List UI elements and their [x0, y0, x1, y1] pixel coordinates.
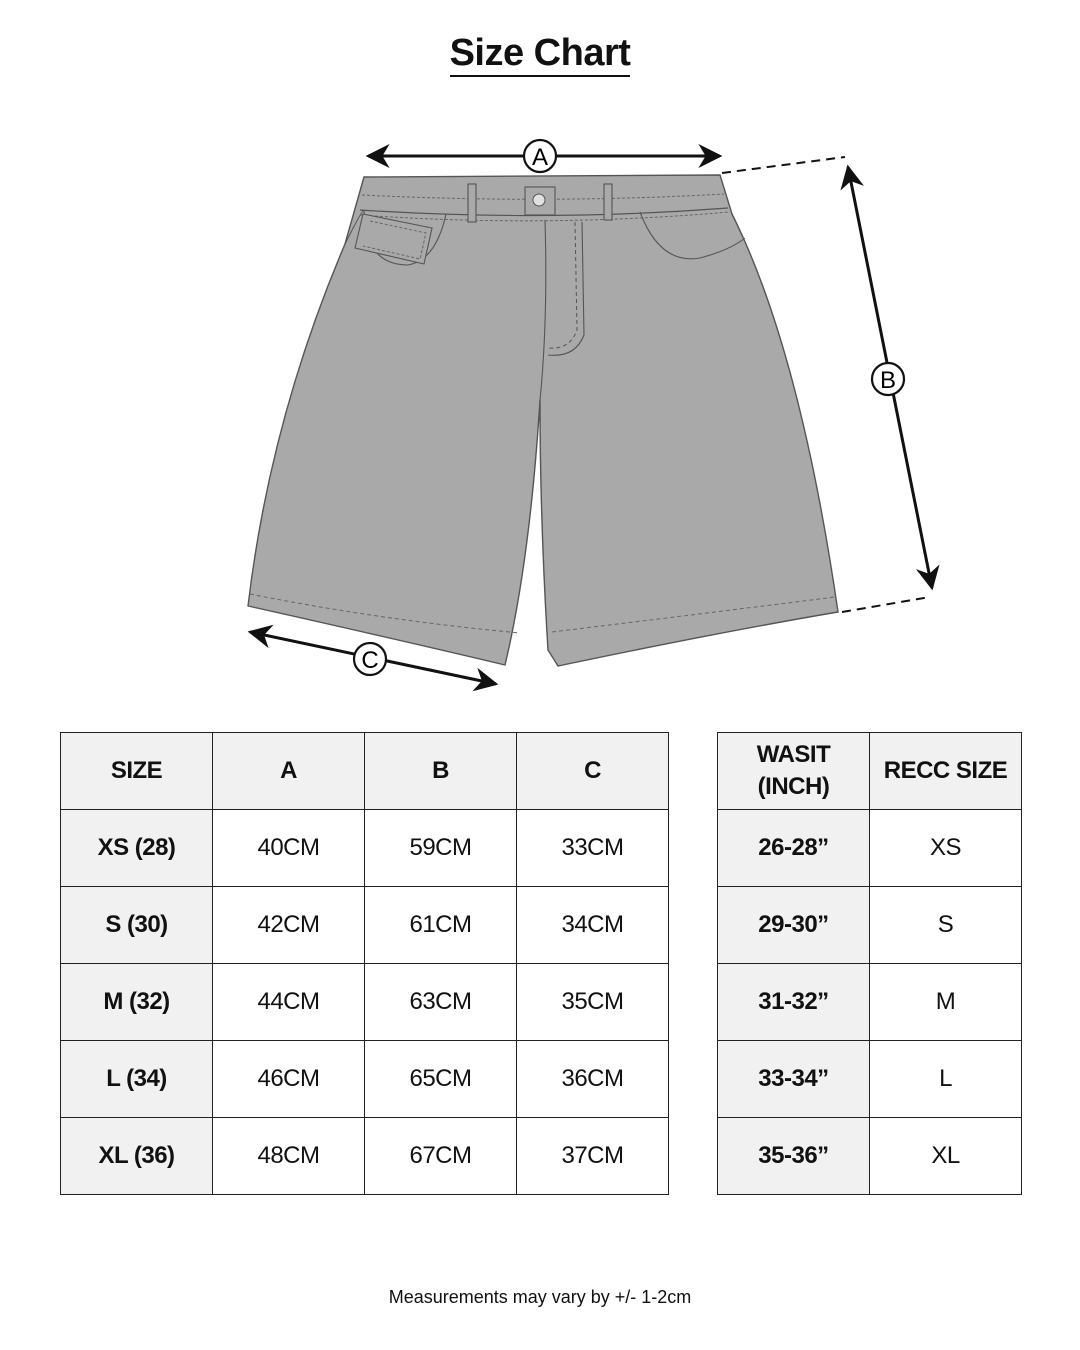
size-cell: S (30) — [61, 887, 213, 964]
label-a: A — [531, 144, 549, 171]
value-cell: 63CM — [365, 964, 517, 1041]
value-cell: 46CM — [213, 1041, 365, 1118]
value-cell: 37CM — [517, 1118, 669, 1195]
waist-cell: 26-28” — [718, 810, 870, 887]
recc-size-cell: M — [870, 964, 1022, 1041]
table-row — [718, 887, 1022, 964]
button-icon — [533, 194, 545, 206]
value-cell: 35CM — [517, 964, 669, 1041]
page-title: Size Chart — [450, 32, 631, 77]
header-cell: A — [213, 733, 365, 810]
table-row — [61, 887, 669, 964]
value-cell: 40CM — [213, 810, 365, 887]
size-cell: M (32) — [61, 964, 213, 1041]
table-row — [718, 1118, 1022, 1195]
table-row — [718, 810, 1022, 887]
value-cell: 42CM — [213, 887, 365, 964]
measurement-note: Measurements may vary by +/- 1-2cm — [388, 1287, 692, 1307]
value-cell: 33CM — [517, 810, 669, 887]
table-row — [61, 1041, 669, 1118]
table-row — [61, 1118, 669, 1195]
value-cell: 67CM — [365, 1118, 517, 1195]
waist-cell: 29-30” — [718, 887, 870, 964]
header-cell — [718, 733, 870, 810]
size-cell: XL (36) — [61, 1118, 213, 1195]
table-row — [718, 964, 1022, 1041]
recc-size-cell: L — [870, 1041, 1022, 1118]
value-cell: 36CM — [517, 1041, 669, 1118]
waist-cell: 31-32” — [718, 964, 870, 1041]
waist-header: WASIT (INCH) — [756, 741, 831, 800]
label-b: B — [879, 367, 897, 394]
size-table — [60, 732, 669, 1195]
table-header-row — [718, 733, 1022, 810]
value-cell: 48CM — [213, 1118, 365, 1195]
value-cell: 61CM — [365, 887, 517, 964]
table-header-row — [61, 733, 669, 810]
table-row — [61, 964, 669, 1041]
value-cell: 44CM — [213, 964, 365, 1041]
waist-cell: 35-36” — [718, 1118, 870, 1195]
recc-size-cell: XS — [870, 810, 1022, 887]
value-cell: 59CM — [365, 810, 517, 887]
label-c: C — [361, 647, 379, 674]
header-cell: SIZE — [61, 733, 213, 810]
shorts-body — [248, 175, 838, 666]
waist-cell: 33-34” — [718, 1041, 870, 1118]
recc-size-cell: S — [870, 887, 1022, 964]
waist-table — [717, 732, 1022, 1195]
recc-size-cell: XL — [870, 1118, 1022, 1195]
size-cell: L (34) — [61, 1041, 213, 1118]
size-cell: XS (28) — [61, 810, 213, 887]
header-cell: RECC SIZE — [870, 733, 1022, 810]
header-cell: C — [517, 733, 669, 810]
value-cell: 34CM — [517, 887, 669, 964]
table-row — [718, 1041, 1022, 1118]
value-cell: 65CM — [365, 1041, 517, 1118]
table-row — [61, 810, 669, 887]
header-cell: B — [365, 733, 517, 810]
